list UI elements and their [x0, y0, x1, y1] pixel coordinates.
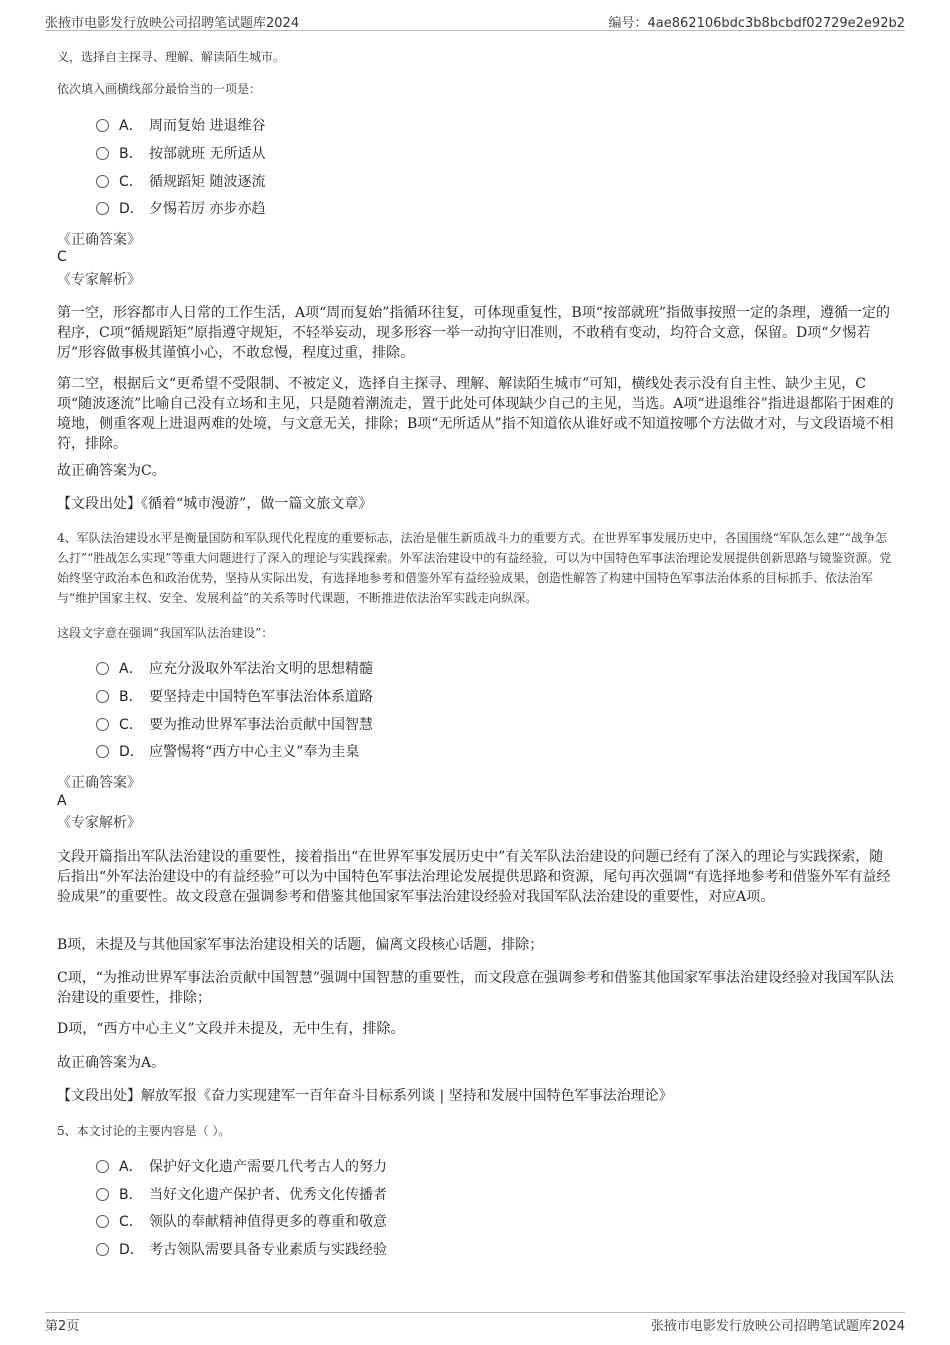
- q3-analysis-1: 第一空，形容都市人日常的工作生活，A项“周而复始”指循环往复，可体现重复性，B项“按部就班”指做事按照一定的条理，遵循一定的程序，C项“循规蹈矩”原指遵守规矩，不轻举妄动，现多形容一举一动拘守旧准则，不敢稍有变动，均符合文意，保留。D项“夕惕若厉”形容做事极其谨慎小心，不敢怠慢，程度过重，排除。: [57, 305, 891, 361]
- q3-option-d[interactable]: D． 夕惕若厉 亦步亦趋: [96, 198, 265, 220]
- q4-analysis-5: 故正确答案为A。: [57, 1055, 166, 1071]
- q5-option-b[interactable]: B． 当好文化遗产保护者、优秀文化传播者: [96, 1184, 387, 1206]
- q4-analysis-1: 文段开篇指出军队法治建设的重要性，接着指出“在世界军事发展历史中”有关军队法治建设的问题已经有了深入的理论与实践探索，随后指出“外军法治建设中的有益经验”可以为中国特色军事法治理论发展提供思路和资源，尾句再次强调“有选择地参考和借鉴外军有益经验成果”的重要性。故文段意在强调参考和借鉴其他国家军事法治建设经验对我国军队法治建设的重要性，对应A项。: [57, 849, 891, 905]
- q4-stem: 4、军队法治建设水平是衡量国防和军队现代化程度的重要标志，法治是催生新质战斗力的重要方式。在世界军事发展历史中，各国围绕“军队怎么建”“战争怎么打”“胜战怎么实现”等重大问题进行了深入的理论与实践探索。外军法治建设中的有益经验，可以为中国特色军事法治理论发展提供创新思路与镜鉴资源。党始终坚守政治本色和政治优势，坚持从实际出发，有选择地参考和借鉴外军有益经验成果，创造性解答了构建中国特色军事法治体系的目标抓手、依法治军与“维护国家主权、安全、发展利益”的关系等时代课题，不断推进依法治军实践走向纵深。: [57, 531, 892, 605]
- radio-icon[interactable]: [96, 745, 109, 758]
- q4-analysis-3: C项，“为推动世界军事法治贡献中国智慧”强调中国智慧的重要性，而文段意在强调参考和借鉴其他国家军事法治建设经验对我国军队法治建设的重要性，排除；: [57, 970, 895, 1006]
- q4-prompt: 这段文字意在强调“我国军队法治建设”：: [57, 626, 274, 640]
- radio-icon[interactable]: [96, 1160, 109, 1173]
- radio-icon[interactable]: [96, 690, 109, 703]
- q4-option-a[interactable]: A． 应充分汲取外军法治文明的思想精髓: [96, 658, 373, 680]
- q5-stem: 5、本文讨论的主要内容是（ ）。: [57, 1124, 231, 1138]
- radio-icon[interactable]: [96, 202, 109, 215]
- page-header: [45, 8, 905, 31]
- q3-answer: C: [57, 249, 67, 265]
- q5-option-c[interactable]: C． 领队的奉献精神值得更多的尊重和敬意: [96, 1211, 387, 1233]
- q5-option-a[interactable]: A． 保护好文化遗产需要几代考古人的努力: [96, 1156, 387, 1178]
- radio-icon[interactable]: [96, 718, 109, 731]
- page-footer: [45, 1312, 905, 1337]
- q3-option-c[interactable]: C． 循规蹈矩 随波逐流: [96, 171, 265, 193]
- q3-source: 【文段出处】《循着“城市漫游”，做一篇文旅文章》: [57, 496, 373, 512]
- q4-analysis-label: 《专家解析》: [57, 815, 141, 831]
- footer-title: 张掖市电影发行放映公司招聘笔试题库2024: [650, 1319, 905, 1334]
- q3-analysis-3: 故正确答案为C。: [57, 463, 166, 479]
- radio-icon[interactable]: [96, 119, 109, 132]
- q3-tail-text: 义，选择自主探寻、理解、解读陌生城市。: [57, 50, 286, 64]
- q3-answer-label: 《正确答案》: [57, 232, 141, 248]
- q4-source: 【文段出处】解放军报《奋力实现建军一百年奋斗目标系列谈 | 坚持和发展中国特色军事法治理论》: [57, 1088, 673, 1104]
- radio-icon[interactable]: [96, 662, 109, 675]
- q3-prompt: 依次填入画横线部分最恰当的一项是：: [57, 82, 262, 96]
- q4-answer-label: 《正确答案》: [57, 775, 141, 791]
- radio-icon[interactable]: [96, 1243, 109, 1256]
- q3-option-a[interactable]: A． 周而复始 进退维谷: [96, 115, 265, 137]
- q4-option-c[interactable]: C． 要为推动世界军事法治贡献中国智慧: [96, 714, 373, 736]
- q4-answer: A: [57, 793, 67, 809]
- radio-icon[interactable]: [96, 147, 109, 160]
- q3-analysis-2: 第二空，根据后文“更希望不受限制、不被定义，选择自主探寻、理解、解读陌生城市”可知，横线处表示没有自主性、缺少主见，C项“随波逐流”比喻自己没有立场和主见，只是随着潮流走，置于此处可体现缺少自己的主见，当选。A项“进退维谷”指进退都陷于困难的境地，侧重客观上进退两难的处境，与文意无关，排除；B项“无所适从”指不知道依从谁好或不知道按哪个方法做才对，与文段语境不相符，排除。: [57, 376, 894, 452]
- q4-analysis-2: B项，未提及与其他国家军事法治建设相关的话题，偏离文段核心话题，排除；: [57, 937, 544, 953]
- q4-option-d[interactable]: D． 应警惕将“西方中心主义”奉为圭臬: [96, 741, 359, 763]
- q4-option-b[interactable]: B． 要坚持走中国特色军事法治体系道路: [96, 686, 373, 708]
- header-doc-id: 编号：4ae862106bdc3b8bcbdf02729e2e92b2: [608, 16, 905, 31]
- page-number: 第2页: [45, 1319, 80, 1334]
- radio-icon[interactable]: [96, 1215, 109, 1228]
- q3-analysis-label: 《专家解析》: [57, 272, 141, 288]
- radio-icon[interactable]: [96, 1188, 109, 1201]
- q4-analysis-4: D项，“西方中心主义”文段并未提及，无中生有，排除。: [57, 1021, 405, 1037]
- header-title: 张掖市电影发行放映公司招聘笔试题库2024: [45, 16, 300, 31]
- q3-option-b[interactable]: B． 按部就班 无所适从: [96, 143, 265, 165]
- radio-icon[interactable]: [96, 175, 109, 188]
- q5-option-d[interactable]: D． 考古领队需要具备专业素质与实践经验: [96, 1239, 387, 1261]
